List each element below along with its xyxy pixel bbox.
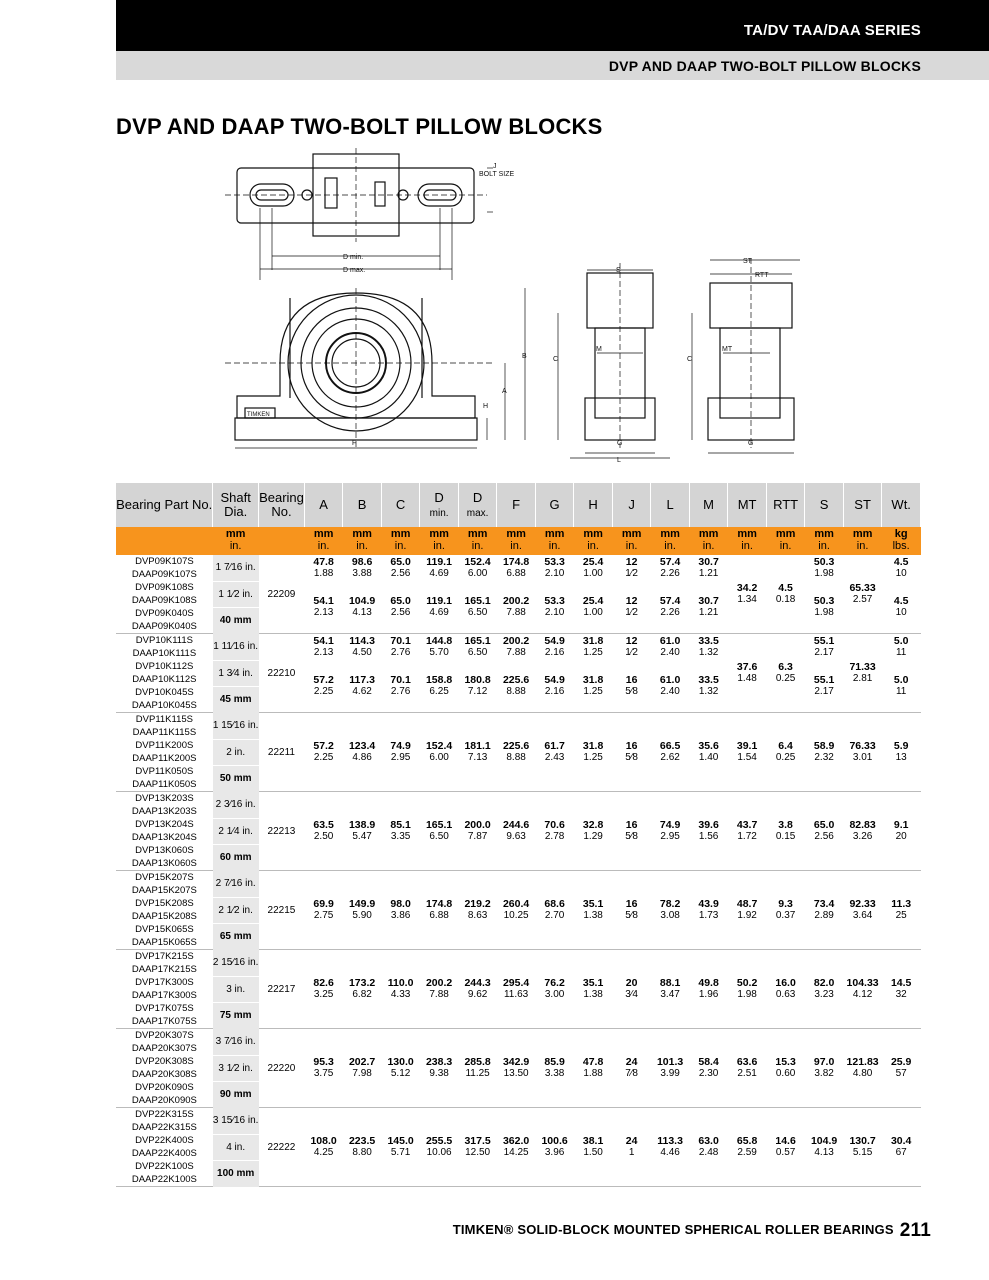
shaft-diameter: 2 3⁄16 in. <box>213 792 259 819</box>
value-cell: 173.2 6.82 <box>343 950 382 1029</box>
value-cell: 149.9 5.90 <box>343 871 382 950</box>
shaft-diameter: 1 1⁄2 in. <box>213 581 259 607</box>
part-number: DVP11K200S <box>135 740 194 751</box>
part-number: DAAP15K065S <box>116 936 213 950</box>
col-s: S <box>805 483 844 527</box>
value-cell: 31.8 1.25 <box>582 635 604 658</box>
col-dmin: D min. <box>420 483 459 527</box>
part-number: DAAP20K090S <box>116 1094 213 1108</box>
value-cell: 219.2 8.63 <box>458 871 497 950</box>
value-cell: 31.8 1.25 <box>574 660 613 713</box>
value-cell: 98.6 3.88 <box>351 556 373 579</box>
value-cell: 138.9 5.47 <box>343 792 382 871</box>
col-rtt: RTT <box>766 483 805 527</box>
value-cell: 16 5⁄8 <box>612 871 651 950</box>
value-cell: 16 5⁄8 <box>612 713 651 792</box>
value-cell: 158.8 6.25 <box>420 660 459 713</box>
value-cell: 4.5 10 <box>882 581 921 634</box>
shaft-diameter: 2 15⁄16 in. <box>213 950 259 977</box>
value-cell: 30.7 1.21 <box>698 556 719 579</box>
part-number: DVP22K400S <box>135 1135 194 1146</box>
part-number: DVP13K060S <box>135 845 194 856</box>
value-cell: 53.3 2.10 <box>544 556 565 579</box>
bearing-number: 22220 <box>259 1029 305 1108</box>
value-cell: 82.83 3.26 <box>843 792 882 871</box>
value-cell: 57.4 2.26 <box>651 581 690 634</box>
value-cell: 65.0 2.56 <box>805 792 844 871</box>
part-number: DVP10K112S <box>135 661 194 672</box>
value-cell: 5.9 13 <box>882 713 921 792</box>
shaft-diameter: 3 in. <box>213 976 259 1002</box>
col-g: G <box>535 483 574 527</box>
col-dmax: D max. <box>458 483 497 527</box>
value-cell: 55.1 2.17 <box>813 635 835 658</box>
part-number: DAAP15K207S <box>131 885 197 896</box>
value-cell: 130.0 5.12 <box>381 1029 420 1108</box>
value-cell: 181.1 7.13 <box>458 713 497 792</box>
bearing-number: 22210 <box>259 634 305 713</box>
part-number: DAAP17K075S <box>116 1015 213 1029</box>
value-cell: 24 1 <box>612 1108 651 1187</box>
value-cell: 30.4 67 <box>882 1108 921 1187</box>
value-cell: 14.5 32 <box>882 950 921 1029</box>
shaft-diameter: 75 mm <box>213 1002 259 1029</box>
value-cell: 39.1 1.54 <box>728 713 767 792</box>
value-cell: 37.6 1.48 <box>728 634 767 713</box>
value-cell: 223.5 8.80 <box>343 1108 382 1187</box>
col-f: F <box>497 483 536 527</box>
shaft-diameter: 3 7⁄16 in. <box>213 1029 259 1056</box>
shaft-diameter: 3 1⁄2 in. <box>213 1055 259 1081</box>
value-cell: 119.1 4.69 <box>420 581 459 634</box>
value-cell: 53.3 2.10 <box>535 581 574 634</box>
value-cell: 200.2 7.88 <box>502 635 530 658</box>
value-cell: 5.0 11 <box>893 635 909 658</box>
value-cell: 24 7⁄8 <box>612 1029 651 1108</box>
units-row: mm in. mm in. mm in. mm in. mm in. mm in. mm in. mm in. mm in. mm in. mm in. mm in. mm in. mm in. mm in. mm in. kg lbs. <box>116 527 921 555</box>
bearing-number: 22217 <box>259 950 305 1029</box>
shaft-diameter: 50 mm <box>213 765 259 792</box>
part-number: DAAP13K204S <box>131 832 197 843</box>
value-cell: 165.1 6.50 <box>420 792 459 871</box>
f-label: F <box>352 440 357 447</box>
value-cell: 165.1 6.50 <box>458 581 497 634</box>
value-cell: 12 1⁄2 <box>625 556 638 579</box>
page-number: 211 <box>899 1220 931 1241</box>
value-cell: 317.5 12.50 <box>458 1108 497 1187</box>
value-cell: 54.1 2.13 <box>313 635 334 658</box>
value-cell: 255.5 10.06 <box>420 1108 459 1187</box>
value-cell: 58.9 2.32 <box>805 713 844 792</box>
value-cell: 57.2 2.25 <box>304 660 343 713</box>
value-cell: 82.6 3.25 <box>304 950 343 1029</box>
value-cell: 71.33 2.81 <box>843 634 882 713</box>
part-number: DVP17K300S <box>135 977 194 988</box>
value-cell: 34.2 1.34 <box>728 555 767 634</box>
value-cell: 76.33 3.01 <box>843 713 882 792</box>
value-cell: 32.8 1.29 <box>574 792 613 871</box>
part-number: DAAP22K400S <box>131 1148 197 1159</box>
value-cell: 225.6 8.88 <box>497 713 536 792</box>
c-label: C <box>553 356 559 363</box>
col-st: ST <box>843 483 882 527</box>
part-number: DVP15K207S <box>135 872 194 883</box>
table-row <box>116 713 921 727</box>
table-row <box>116 555 921 568</box>
col-bearing: Bearing No. <box>259 483 305 527</box>
col-a: A <box>304 483 343 527</box>
part-number: DAAP13K060S <box>116 857 213 871</box>
value-cell: 61.0 2.40 <box>651 660 690 713</box>
value-cell: 35.1 1.38 <box>574 871 613 950</box>
col-wt: Wt. <box>882 483 921 527</box>
part-number: DAAP17K215S <box>131 964 197 975</box>
part-number: DVP09K108S <box>135 582 194 593</box>
value-cell: 25.4 1.00 <box>582 556 604 579</box>
value-cell: 25.9 57 <box>882 1029 921 1108</box>
value-cell: 39.6 1.56 <box>689 792 728 871</box>
shaft-diameter: 65 mm <box>213 923 259 950</box>
footer-text: TIMKEN® SOLID-BLOCK MOUNTED SPHERICAL ROLLER BEARINGS <box>452 1222 894 1237</box>
timken-logo-label: TIMKEN <box>247 412 270 418</box>
value-cell: 342.9 13.50 <box>497 1029 536 1108</box>
part-number: DAAP20K307S <box>131 1043 197 1054</box>
value-cell: 33.5 1.32 <box>698 635 719 658</box>
value-cell: 123.4 4.86 <box>343 713 382 792</box>
part-number: DVP09K107S <box>135 556 194 567</box>
header-row <box>116 483 921 527</box>
value-cell: 61.0 2.40 <box>659 635 681 658</box>
value-cell: 78.2 3.08 <box>651 871 690 950</box>
value-cell: 65.0 2.56 <box>390 556 411 579</box>
col-j: J <box>612 483 651 527</box>
part-number: DVP22K100S <box>135 1161 194 1172</box>
col-c: C <box>381 483 420 527</box>
value-cell: 100.6 3.96 <box>535 1108 574 1187</box>
value-cell: 144.8 5.70 <box>425 635 453 658</box>
value-cell: 70.1 2.76 <box>381 660 420 713</box>
value-cell: 362.0 14.25 <box>497 1108 536 1187</box>
value-cell: 4.5 0.18 <box>766 555 805 634</box>
value-cell: 58.4 2.30 <box>689 1029 728 1108</box>
part-number: DVP20K090S <box>135 1082 194 1093</box>
bearing-number: 22213 <box>259 792 305 871</box>
value-cell: 200.2 7.88 <box>420 950 459 1029</box>
series-header-bar <box>116 0 989 51</box>
table-row <box>116 1108 921 1122</box>
a-label: A <box>502 388 507 395</box>
value-cell: 11.3 25 <box>882 871 921 950</box>
part-number: DVP10K045S <box>135 687 194 698</box>
value-cell: 95.3 3.75 <box>304 1029 343 1108</box>
bearing-number: 22209 <box>259 555 305 634</box>
value-cell: 4.5 10 <box>893 556 909 579</box>
value-cell: 49.8 1.96 <box>689 950 728 1029</box>
col-l: L <box>651 483 690 527</box>
value-cell: 47.8 1.88 <box>574 1029 613 1108</box>
value-cell: 35.1 1.38 <box>574 950 613 1029</box>
value-cell: 31.8 1.25 <box>574 713 613 792</box>
value-cell: 130.7 5.15 <box>843 1108 882 1187</box>
value-cell: 74.9 2.95 <box>381 713 420 792</box>
value-cell: 70.1 2.76 <box>390 635 411 658</box>
part-number: DAAP17K300S <box>131 990 197 1001</box>
value-cell: 82.0 3.23 <box>805 950 844 1029</box>
value-cell: 121.83 4.80 <box>843 1029 882 1108</box>
value-cell: 54.9 2.16 <box>535 660 574 713</box>
value-cell: 63.6 2.51 <box>728 1029 767 1108</box>
table-row <box>116 792 921 806</box>
value-cell: 70.6 2.78 <box>535 792 574 871</box>
shaft-diameter: 40 mm <box>213 607 259 634</box>
value-cell: 54.1 2.13 <box>304 581 343 634</box>
value-cell: 180.8 7.12 <box>458 660 497 713</box>
bolt-size-label: BOLT SIZE <box>479 171 515 178</box>
value-cell: 145.0 5.71 <box>381 1108 420 1187</box>
value-cell: 104.33 4.12 <box>843 950 882 1029</box>
value-cell: 47.8 1.88 <box>313 556 334 579</box>
value-cell: 202.7 7.98 <box>343 1029 382 1108</box>
value-cell: 50.3 1.98 <box>805 581 844 634</box>
bearing-number: 22215 <box>259 871 305 950</box>
value-cell: 50.2 1.98 <box>728 950 767 1029</box>
value-cell: 152.4 6.00 <box>420 713 459 792</box>
value-cell: 33.5 1.32 <box>689 660 728 713</box>
value-cell: 101.3 3.99 <box>651 1029 690 1108</box>
part-number: DAAP22K100S <box>116 1173 213 1187</box>
value-cell: 244.3 9.62 <box>458 950 497 1029</box>
value-cell: 88.1 3.47 <box>651 950 690 1029</box>
value-cell: 200.2 7.88 <box>497 581 536 634</box>
part-number: DAAP10K112S <box>132 674 197 685</box>
dmax-label: D max. <box>343 267 366 274</box>
c2-label: C <box>687 356 693 363</box>
col-mt: MT <box>728 483 767 527</box>
dimension-table <box>116 483 921 1187</box>
mt-label: MT <box>722 346 733 353</box>
part-number: DVP13K204S <box>135 819 194 830</box>
value-cell: 92.33 3.64 <box>843 871 882 950</box>
value-cell: 6.3 0.25 <box>766 634 805 713</box>
value-cell: 30.7 1.21 <box>689 581 728 634</box>
part-number: DVP20K308S <box>135 1056 194 1067</box>
table-row <box>116 950 921 964</box>
value-cell: 69.9 2.75 <box>304 871 343 950</box>
shaft-diameter: 2 1⁄4 in. <box>213 818 259 844</box>
value-cell: 295.4 11.63 <box>497 950 536 1029</box>
col-m: M <box>689 483 728 527</box>
part-number: DVP10K111S <box>135 635 193 646</box>
value-cell: 16 5⁄8 <box>612 660 651 713</box>
part-number: DAAP09K108S <box>131 595 197 606</box>
value-cell: 225.6 8.88 <box>497 660 536 713</box>
shaft-diameter: 60 mm <box>213 844 259 871</box>
value-cell: 74.9 2.95 <box>651 792 690 871</box>
value-cell: 98.0 3.86 <box>381 871 420 950</box>
bearing-number: 22222 <box>259 1108 305 1187</box>
value-cell: 85.1 3.35 <box>381 792 420 871</box>
value-cell: 15.3 0.60 <box>766 1029 805 1108</box>
value-cell: 174.8 6.88 <box>420 871 459 950</box>
section-header-bar <box>116 51 989 80</box>
value-cell: 57.2 2.25 <box>304 713 343 792</box>
value-cell: 9.3 0.37 <box>766 871 805 950</box>
part-number: DVP13K203S <box>135 793 194 804</box>
value-cell: 73.4 2.89 <box>805 871 844 950</box>
shaft-diameter: 90 mm <box>213 1081 259 1108</box>
shaft-diameter: 2 7⁄16 in. <box>213 871 259 898</box>
value-cell: 113.3 4.46 <box>651 1108 690 1187</box>
part-number: DAAP20K308S <box>131 1069 197 1080</box>
shaft-diameter: 1 11⁄16 in. <box>213 634 259 661</box>
b-label: B <box>522 353 527 360</box>
value-cell: 16 5⁄8 <box>612 792 651 871</box>
value-cell: 200.0 7.87 <box>458 792 497 871</box>
value-cell: 54.9 2.16 <box>544 635 565 658</box>
value-cell: 61.7 2.43 <box>535 713 574 792</box>
value-cell: 63.0 2.48 <box>689 1108 728 1187</box>
value-cell: 76.2 3.00 <box>535 950 574 1029</box>
part-number: DAAP11K200S <box>132 753 197 764</box>
part-number: DAAP22K315S <box>131 1122 197 1133</box>
shaft-diameter: 3 15⁄16 in. <box>213 1108 259 1135</box>
st-label: ST <box>743 258 752 265</box>
value-cell: 104.9 4.13 <box>805 1108 844 1187</box>
value-cell: 63.5 2.50 <box>304 792 343 871</box>
value-cell: 65.0 2.56 <box>381 581 420 634</box>
value-cell: 108.0 4.25 <box>304 1108 343 1187</box>
value-cell: 65.8 2.59 <box>728 1108 767 1187</box>
value-cell: 238.3 9.38 <box>420 1029 459 1108</box>
value-cell: 25.4 1.00 <box>574 581 613 634</box>
value-cell: 285.8 11.25 <box>458 1029 497 1108</box>
value-cell: 9.1 20 <box>882 792 921 871</box>
g2-label: G <box>748 440 754 447</box>
bearing-number: 22211 <box>259 713 305 792</box>
part-number: DAAP11K115S <box>132 727 197 738</box>
table-row <box>116 634 921 648</box>
part-number: DVP15K208S <box>135 898 194 909</box>
part-number: DAAP13K203S <box>131 806 197 817</box>
value-cell: 244.6 9.63 <box>497 792 536 871</box>
part-number: DVP15K065S <box>135 924 194 935</box>
shaft-diameter: 2 in. <box>213 739 259 765</box>
value-cell: 5.0 11 <box>882 660 921 713</box>
col-h: H <box>574 483 613 527</box>
part-number: DVP17K215S <box>135 951 194 962</box>
col-part: Bearing Part No. <box>116 483 213 527</box>
part-number: DAAP10K111S <box>132 648 197 659</box>
part-number: DAAP11K050S <box>116 778 213 792</box>
value-cell: 6.4 0.25 <box>766 713 805 792</box>
part-number: DAAP09K040S <box>116 620 213 634</box>
h-label: H <box>483 403 489 410</box>
pillow-block-drawing <box>225 148 825 470</box>
value-cell: 50.3 1.98 <box>813 556 835 579</box>
page-title: DVP AND DAAP TWO-BOLT PILLOW BLOCKS <box>116 114 603 139</box>
value-cell: 119.1 4.69 <box>426 556 452 579</box>
shaft-diameter: 4 in. <box>213 1134 259 1160</box>
series-title: TA/DV TAA/DAA SERIES <box>743 22 921 39</box>
value-cell: 110.0 4.33 <box>381 950 420 1029</box>
table-row <box>116 871 921 885</box>
value-cell: 174.8 6.88 <box>502 556 530 579</box>
value-cell: 104.9 4.13 <box>343 581 382 634</box>
value-cell: 55.1 2.17 <box>805 660 844 713</box>
part-number: DVP11K115S <box>135 714 193 725</box>
value-cell: 14.6 0.57 <box>766 1108 805 1187</box>
value-cell: 65.33 2.57 <box>843 555 882 634</box>
part-number: DAAP15K208S <box>131 911 197 922</box>
s-label: S <box>616 267 621 274</box>
dmin-label: D min. <box>343 254 364 261</box>
shaft-diameter: 1 3⁄4 in. <box>213 660 259 686</box>
value-cell: 260.4 10.25 <box>497 871 536 950</box>
shaft-diameter: 1 15⁄16 in. <box>213 713 259 740</box>
page-footer <box>453 1220 931 1242</box>
part-number: DVP20K307S <box>135 1030 194 1041</box>
part-number: DVP11K050S <box>135 766 194 777</box>
value-cell: 12 1⁄2 <box>625 635 638 658</box>
shaft-diameter: 45 mm <box>213 686 259 713</box>
value-cell: 43.9 1.73 <box>689 871 728 950</box>
value-cell: 117.3 4.62 <box>343 660 382 713</box>
table-row <box>116 1029 921 1043</box>
value-cell: 20 3⁄4 <box>612 950 651 1029</box>
value-cell: 12 1⁄2 <box>612 581 651 634</box>
part-number: DAAP09K107S <box>131 569 197 580</box>
section-title: DVP AND DAAP TWO-BOLT PILLOW BLOCKS <box>608 58 921 74</box>
value-cell: 57.4 2.26 <box>659 556 681 579</box>
value-cell: 66.5 2.62 <box>651 713 690 792</box>
value-cell: 16.0 0.63 <box>766 950 805 1029</box>
part-number: DVP22K315S <box>135 1109 194 1120</box>
shaft-diameter: 2 1⁄2 in. <box>213 897 259 923</box>
l-label: L <box>617 457 621 464</box>
col-shaft: Shaft Dia. <box>213 483 259 527</box>
value-cell: 97.0 3.82 <box>805 1029 844 1108</box>
j-label: J <box>493 163 497 170</box>
shaft-diameter: 100 mm <box>213 1160 259 1187</box>
m-label: M <box>596 346 602 353</box>
value-cell: 85.9 3.38 <box>535 1029 574 1108</box>
shaft-diameter: 1 7⁄16 in. <box>213 555 259 581</box>
part-number: DVP17K075S <box>135 1003 194 1014</box>
value-cell: 152.4 6.00 <box>464 556 491 579</box>
value-cell: 48.7 1.92 <box>728 871 767 950</box>
value-cell: 165.1 6.50 <box>464 635 491 658</box>
value-cell: 35.6 1.40 <box>689 713 728 792</box>
g-label: G <box>617 440 623 447</box>
part-number: DAAP10K045S <box>116 699 213 713</box>
col-b: B <box>343 483 382 527</box>
value-cell: 3.8 0.15 <box>766 792 805 871</box>
value-cell: 68.6 2.70 <box>535 871 574 950</box>
value-cell: 114.3 4.50 <box>349 635 375 658</box>
part-number: DVP09K040S <box>135 608 194 619</box>
rtt-label: RTT <box>755 272 769 279</box>
value-cell: 38.1 1.50 <box>574 1108 613 1187</box>
value-cell: 43.7 1.72 <box>728 792 767 871</box>
